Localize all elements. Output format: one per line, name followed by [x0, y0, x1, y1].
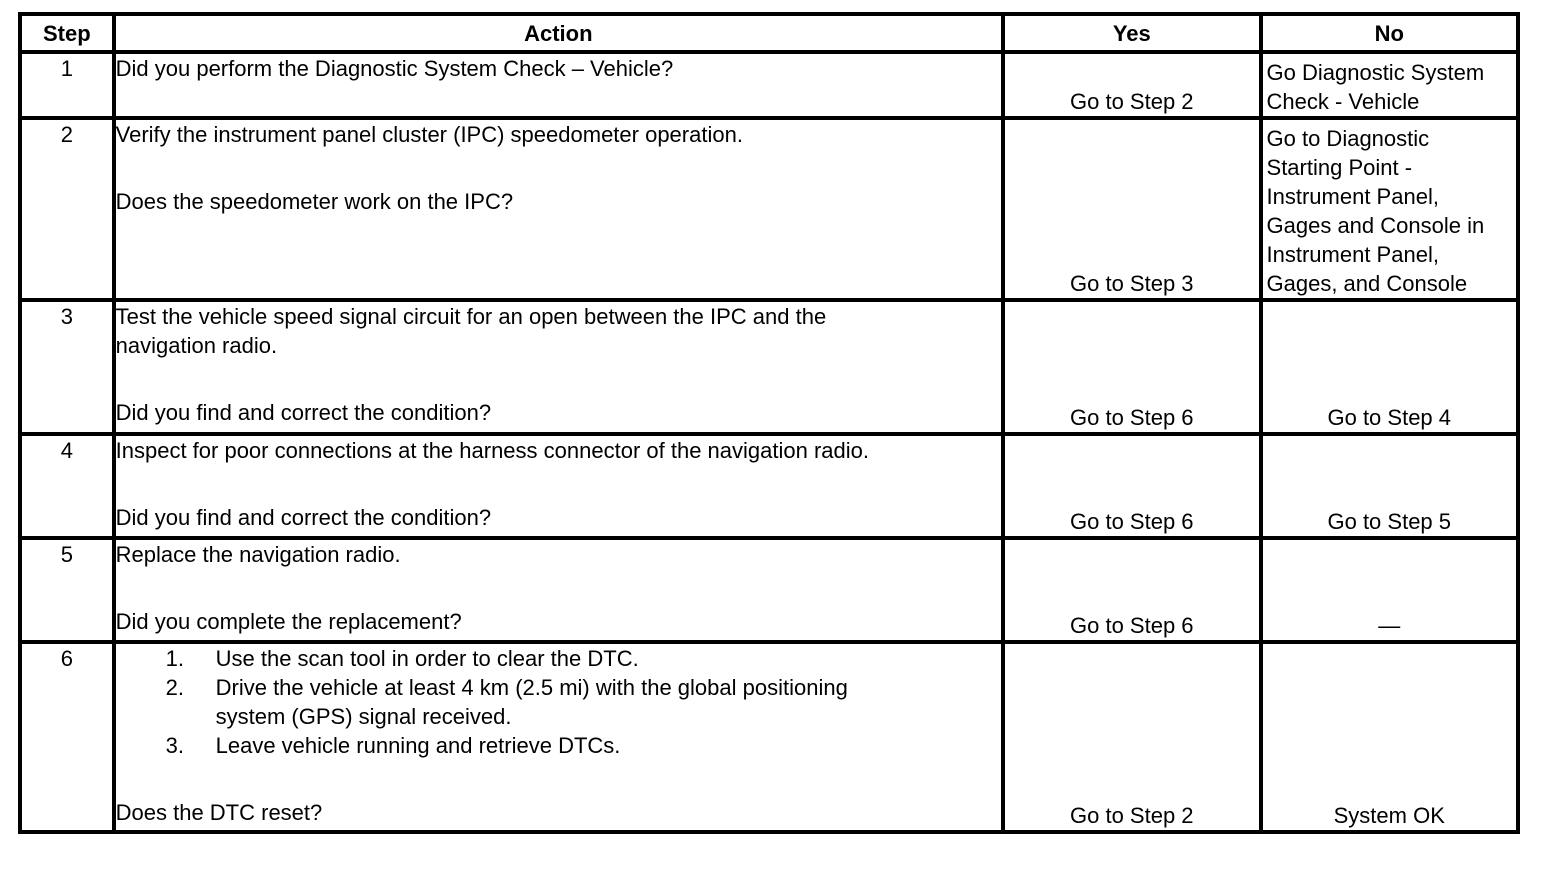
no-cell: [1261, 434, 1518, 538]
list-item-text: system (GPS) signal received.: [215, 704, 512, 729]
diagnostic-table: [18, 12, 1520, 834]
no-result: —: [1378, 613, 1401, 638]
list-item-text: Leave vehicle running and retrieve DTCs.: [215, 733, 621, 758]
no-result: Go to Step 4: [1327, 405, 1452, 430]
table-row: [20, 434, 1518, 538]
yes-cell: [1003, 300, 1260, 434]
no-result-line: Check - Vehicle: [1266, 89, 1420, 114]
list-item-number: 2.: [165, 675, 184, 700]
no-result-line: Instrument Panel,: [1266, 242, 1439, 267]
no-result: Go to Step 5: [1327, 509, 1452, 534]
action-text: Test the vehicle speed signal circuit for an open between the IPC and the: [115, 304, 827, 329]
no-result-line: Instrument Panel,: [1266, 184, 1439, 209]
no-result-line: Go Diagnostic System: [1266, 60, 1485, 85]
yes-result: Go to Step 6: [1070, 509, 1194, 534]
action-question: Does the DTC reset?: [115, 800, 323, 825]
no-cell: [1261, 118, 1518, 300]
yes-cell: [1003, 538, 1260, 642]
header-action: Action: [114, 14, 1003, 52]
action-cell: [114, 52, 1003, 118]
action-question: Did you complete the replacement?: [115, 609, 462, 634]
yes-result: Go to Step 3: [1070, 271, 1194, 296]
step-number: 5: [20, 538, 114, 642]
yes-cell: [1003, 118, 1260, 300]
action-cell: [114, 538, 1003, 642]
action-text: Replace the navigation radio.: [115, 542, 401, 567]
step-number: 6: [20, 642, 114, 832]
yes-cell: [1003, 52, 1260, 118]
no-cell: [1261, 300, 1518, 434]
step-number: 2: [20, 118, 114, 300]
table-row: [20, 300, 1518, 434]
no-cell: [1261, 642, 1518, 832]
header-step: Step: [20, 14, 114, 52]
yes-result: Go to Step 6: [1070, 405, 1194, 430]
no-cell: [1261, 52, 1518, 118]
header-no: No: [1261, 14, 1518, 52]
header-row: [20, 14, 1518, 52]
yes-cell: [1003, 642, 1260, 832]
yes-result: Go to Step 2: [1070, 803, 1194, 828]
list-item: [166, 731, 1001, 760]
step-number: 1: [20, 52, 114, 118]
action-question: Did you find and correct the condition?: [115, 505, 492, 530]
yes-result: Go to Step 2: [1070, 89, 1194, 114]
action-cell: [114, 300, 1003, 434]
list-item-text: Drive the vehicle at least 4 km (2.5 mi) with the global positioning: [215, 675, 848, 700]
action-cell: [114, 642, 1003, 832]
no-result-line: Starting Point -: [1266, 155, 1413, 180]
no-result-line: Go to Diagnostic: [1266, 126, 1430, 151]
no-result: System OK: [1333, 803, 1445, 828]
no-result-line: Gages and Console in: [1266, 213, 1485, 238]
yes-result: Go to Step 6: [1070, 613, 1194, 638]
no-result-line: Gages, and Console: [1266, 271, 1468, 296]
step-number: 4: [20, 434, 114, 538]
procedure-list: [116, 644, 1001, 760]
action-text: Verify the instrument panel cluster (IPC) speedometer operation.: [115, 122, 743, 147]
list-item: [166, 644, 1001, 673]
header-yes: Yes: [1003, 14, 1260, 52]
action-text: Did you perform the Diagnostic System Check – Vehicle?: [115, 56, 674, 81]
list-item-number: 1.: [165, 646, 184, 671]
table-row: [20, 642, 1518, 832]
action-text: Inspect for poor connections at the harness connector of the navigation radio.: [115, 438, 869, 463]
table-row: [20, 118, 1518, 300]
action-question: Did you find and correct the condition?: [115, 400, 492, 425]
table-row: [20, 538, 1518, 642]
action-cell: [114, 118, 1003, 300]
action-text: navigation radio.: [115, 333, 278, 358]
action-question: Does the speedometer work on the IPC?: [115, 189, 514, 214]
list-item-text: Use the scan tool in order to clear the DTC.: [215, 646, 639, 671]
no-cell: [1261, 538, 1518, 642]
list-item-number: 3.: [165, 733, 184, 758]
yes-cell: [1003, 434, 1260, 538]
step-number: 3: [20, 300, 114, 434]
action-cell: [114, 434, 1003, 538]
table-row: [20, 52, 1518, 118]
list-item: [166, 673, 1001, 731]
